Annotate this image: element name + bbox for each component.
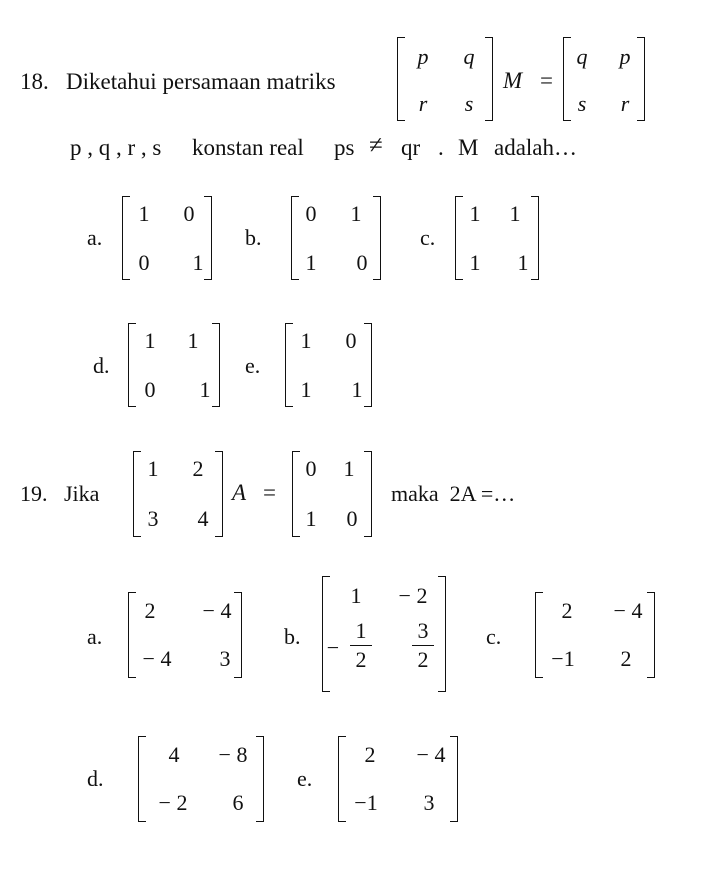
fraction-denominator: 2	[417, 647, 429, 672]
matrix-cell: 3	[219, 646, 231, 671]
matrix-cell: 1	[300, 328, 312, 353]
matrix-cell: −1	[551, 646, 575, 671]
option-label-a: a.	[87, 624, 103, 649]
fraction-numerator: 3	[417, 618, 429, 643]
option-label-e: e.	[297, 766, 313, 791]
matrix-cell: 1	[305, 506, 317, 531]
matrix-cell: q	[576, 44, 588, 69]
qr-term: qr	[401, 135, 421, 160]
variables-list: p , q , r , s	[70, 135, 162, 160]
matrix-cell: 0	[144, 377, 156, 402]
matrix-cell: − 8	[218, 742, 248, 767]
option-label-d: d.	[93, 353, 110, 378]
matrix-cell: 2	[144, 598, 156, 623]
matrix-cell: − 2	[398, 583, 428, 608]
question-tail: maka 2A =…	[391, 481, 516, 506]
minus-sign: −	[326, 635, 340, 660]
option-c-matrix	[535, 592, 655, 678]
option-label-b: b.	[245, 225, 262, 250]
matrix-cell: 2	[561, 598, 573, 623]
matrix-cell: 1	[343, 456, 355, 481]
option-label-b: b.	[284, 624, 301, 649]
matrix-cell: − 4	[416, 742, 446, 767]
matrix-cell: 0	[345, 328, 357, 353]
matrix-cell: 1	[147, 456, 159, 481]
fraction-numerator: 1	[355, 618, 367, 643]
matrix-cell: 4	[168, 742, 180, 767]
matrix-cell: 1	[469, 201, 481, 226]
option-b-matrix	[291, 196, 381, 280]
matrix-cell: 0	[183, 201, 195, 226]
matrix-cell: 1	[351, 377, 363, 402]
matrix-cell: 0	[356, 250, 368, 275]
equals-sign: =	[263, 480, 276, 505]
matrix-lhs	[133, 451, 223, 537]
matrix-cell: 1	[300, 377, 312, 402]
option-label-e: e.	[245, 353, 261, 378]
m-term: M	[458, 135, 479, 160]
matrix-cell: 1	[187, 328, 199, 353]
matrix-cell: r	[418, 91, 428, 116]
option-d-matrix	[138, 736, 264, 822]
matrix-rhs	[563, 37, 645, 121]
question-stem: Diketahui persamaan matriks	[66, 69, 336, 94]
option-e-matrix	[285, 323, 372, 407]
matrix-cell: 0	[305, 456, 317, 481]
matrix-rhs	[292, 451, 372, 537]
matrix-cell: q	[463, 44, 475, 69]
matrix-cell: 1	[517, 250, 529, 275]
matrix-cell: 2	[364, 742, 376, 767]
option-label-c: c.	[486, 624, 502, 649]
matrix-cell: 1	[350, 583, 362, 608]
matrix-cell: − 4	[142, 646, 172, 671]
not-equal-sign: ≠	[369, 132, 383, 159]
matrix-lhs	[397, 37, 493, 121]
question-number: 18.	[20, 69, 49, 94]
condition-text: konstan real	[192, 135, 304, 160]
matrix-cell: 1	[350, 201, 362, 226]
matrix-cell: 4	[197, 506, 209, 531]
matrix-cell: − 4	[202, 598, 232, 623]
question-stem: Jika	[64, 481, 100, 506]
matrix-cell: 6	[232, 790, 244, 815]
option-label-a: a.	[87, 225, 103, 250]
question-number: 19.	[20, 481, 48, 506]
option-label-d: d.	[87, 766, 104, 791]
ps-term: ps	[334, 135, 355, 160]
question-tail: adalah…	[494, 135, 578, 160]
matrix-cell: 0	[305, 201, 317, 226]
matrix-cell: 3	[147, 506, 159, 531]
matrix-cell: 0	[346, 506, 358, 531]
matrix-cell: p	[417, 44, 429, 69]
option-c-matrix	[455, 196, 539, 280]
option-a-matrix	[122, 196, 212, 280]
matrix-cell: 1	[509, 201, 521, 226]
matrix-cell: 2	[620, 646, 632, 671]
matrix-cell: p	[619, 44, 631, 69]
fraction-denominator: 2	[355, 647, 367, 672]
option-b-matrix	[322, 576, 446, 692]
matrix-cell: 1	[144, 328, 156, 353]
matrix-cell: r	[620, 91, 630, 116]
matrix-cell: 3	[423, 790, 435, 815]
matrix-cell: 1	[199, 377, 211, 402]
option-e-matrix	[338, 736, 458, 822]
matrix-cell: s	[577, 91, 587, 116]
option-label-c: c.	[420, 225, 436, 250]
fraction-three-halves	[408, 620, 438, 671]
matrix-cell: 1	[305, 250, 317, 275]
option-d-matrix	[128, 323, 220, 407]
matrix-cell: − 2	[158, 790, 188, 815]
matrix-cell: −1	[354, 790, 378, 815]
fraction-one-half	[346, 620, 376, 671]
matrix-cell: 1	[192, 250, 204, 275]
matrix-cell: 2	[192, 456, 204, 481]
matrix-cell: 1	[138, 201, 150, 226]
matrix-cell: s	[464, 91, 474, 116]
matrix-cell: 1	[469, 250, 481, 275]
period: .	[438, 135, 444, 160]
variable-a: A	[232, 480, 247, 505]
option-a-matrix	[128, 592, 242, 678]
matrix-cell: 0	[138, 250, 150, 275]
variable-m: M	[503, 68, 523, 93]
matrix-cell: − 4	[613, 598, 643, 623]
equals-sign: =	[540, 68, 553, 93]
